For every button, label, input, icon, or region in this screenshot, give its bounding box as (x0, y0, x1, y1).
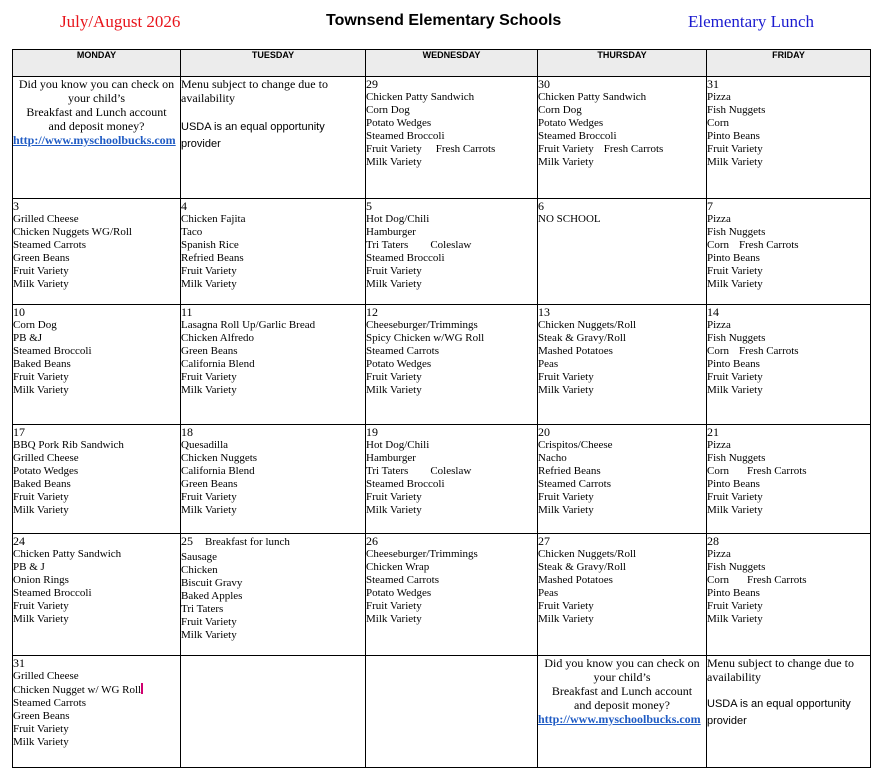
menu-item: Milk Variety (366, 613, 422, 625)
menu-item: Milk Variety (181, 629, 237, 641)
menu-item (707, 345, 870, 358)
menu-item (13, 683, 180, 697)
day-cell (707, 534, 871, 656)
menu-item: Steamed Carrots (13, 697, 87, 709)
weekday-header-row (13, 50, 871, 77)
menu-item: Fruit Variety (181, 371, 237, 383)
day-cell (707, 77, 871, 199)
menu-item-text: Tri Taters (366, 239, 409, 251)
menu-item (366, 143, 537, 156)
menu-item: Fruit Variety (707, 265, 763, 277)
menu-item: Peas (538, 587, 559, 599)
day-number: 4 (181, 199, 187, 213)
day-number: 14 (707, 305, 719, 319)
menu-item: Hamburger (366, 226, 416, 238)
menu-item: Fruit Variety (707, 371, 763, 383)
menu-item: Fish Nuggets (707, 452, 766, 464)
menu-item: Milk Variety (366, 156, 422, 168)
header-thursday: THURSDAY (538, 50, 707, 77)
week-row (13, 305, 871, 425)
day-heading: Breakfast for lunch (205, 536, 290, 548)
menu-item: Sausage (181, 551, 218, 563)
day-number-with-heading (181, 534, 365, 549)
day-cell (181, 305, 366, 425)
header-monday: MONDAY (13, 50, 181, 77)
day-cell (707, 425, 871, 534)
day-number: 7 (707, 199, 713, 213)
menu-item: Chicken Patty Sandwich (366, 91, 475, 103)
deposit-info-cell (13, 77, 181, 199)
day-number: 31 (707, 77, 719, 91)
menu-item: Hot Dog/Chili (366, 439, 430, 451)
menu-item: Refried Beans (181, 252, 244, 264)
empty-cell (366, 656, 538, 768)
myschoolbucks-link[interactable]: http://www.myschoolbucks.com (13, 133, 176, 147)
menu-item: Milk Variety (707, 278, 763, 290)
menu-item: Pinto Beans (707, 587, 760, 599)
day-number: 5 (366, 199, 372, 213)
menu-item: Mashed Potatoes (538, 574, 613, 586)
menu-item (707, 465, 870, 478)
day-cell (13, 534, 181, 656)
menu-item: Milk Variety (538, 384, 594, 396)
menu-item: Potato Wedges (13, 465, 79, 477)
menu-item: Baked Apples (181, 590, 243, 602)
menu-item: Fruit Variety (13, 491, 69, 503)
menu-side-item: Fresh Carrots (739, 239, 799, 251)
day-cell (13, 305, 181, 425)
menu-item: California Blend (181, 358, 255, 370)
menu-item: Fruit Variety (366, 600, 422, 612)
menu-item (538, 143, 706, 156)
menu-item: Steamed Broccoli (13, 345, 92, 357)
menu-item: Green Beans (13, 252, 70, 264)
menu-item: Steamed Broccoli (13, 587, 92, 599)
menu-item (366, 465, 537, 478)
menu-item: Chicken Nuggets/Roll (538, 548, 637, 560)
week-row (13, 534, 871, 656)
usda-note: USDA is an equal opportunity provider (707, 698, 851, 727)
menu-side-item: Fresh Carrots (739, 345, 799, 357)
menu-item (707, 239, 870, 252)
menu-item: Steamed Broccoli (366, 252, 445, 264)
menu-item-text: Corn (707, 345, 729, 357)
menu-item: Steamed Broccoli (366, 130, 445, 142)
menu-item: Fruit Variety (538, 600, 594, 612)
day-number: 13 (538, 305, 550, 319)
menu-item: Onion Rings (13, 574, 69, 586)
day-cell (366, 534, 538, 656)
day-number: 26 (366, 534, 378, 548)
menu-item: Milk Variety (366, 278, 422, 290)
menu-item: Chicken Patty Sandwich (538, 91, 647, 103)
menu-item: Quesadilla (181, 439, 229, 451)
menu-item: Milk Variety (181, 278, 237, 290)
day-number: 10 (13, 305, 25, 319)
day-cell (366, 425, 538, 534)
menu-item: Milk Variety (181, 504, 237, 516)
menu-item: Fruit Variety (366, 265, 422, 277)
menu-item: Milk Variety (707, 613, 763, 625)
menu-item: Milk Variety (538, 613, 594, 625)
menu-item: Chicken Fajita (181, 213, 246, 225)
header-tuesday: TUESDAY (181, 50, 366, 77)
menu-item: Milk Variety (13, 504, 69, 516)
week-row (13, 656, 871, 768)
day-cell (707, 305, 871, 425)
menu-change-cell (707, 656, 871, 768)
menu-item: Taco (181, 226, 203, 238)
week-row (13, 425, 871, 534)
menu-item: Tri Taters (181, 603, 224, 615)
menu-item: Milk Variety (707, 156, 763, 168)
day-number: 11 (181, 305, 193, 319)
menu-item: Mashed Potatoes (538, 345, 613, 357)
menu-item: Peas (538, 358, 559, 370)
day-cell (13, 656, 181, 768)
day-cell (707, 199, 871, 305)
menu-item: Baked Beans (13, 358, 71, 370)
menu-item: Chicken Nuggets/Roll (538, 319, 637, 331)
menu-item: Fish Nuggets (707, 226, 766, 238)
menu-item: Spanish Rice (181, 239, 239, 251)
menu-item: Potato Wedges (538, 117, 604, 129)
day-cell (181, 199, 366, 305)
menu-item: Pizza (707, 213, 731, 225)
day-number: 24 (13, 534, 25, 548)
day-cell (538, 199, 707, 305)
menu-item: Chicken Wrap (366, 561, 430, 573)
day-number: 6 (538, 199, 544, 213)
menu-item: Milk Variety (181, 384, 237, 396)
day-number: 29 (366, 77, 378, 91)
menu-item: Hamburger (366, 452, 416, 464)
day-cell (181, 425, 366, 534)
day-number: 31 (13, 656, 25, 670)
menu-item-text: Corn (707, 574, 729, 586)
text-cursor-marker (141, 683, 143, 694)
deposit-note-line: and deposit money? (574, 698, 670, 712)
menu-item: Milk Variety (366, 384, 422, 396)
menu-item: Green Beans (181, 345, 238, 357)
menu-item: Fruit Variety (181, 265, 237, 277)
menu-item: Steak & Gravy/Roll (538, 561, 626, 573)
menu-item: Fruit Variety (366, 491, 422, 503)
menu-item: Steamed Broccoli (366, 478, 445, 490)
menu-item: Grilled Cheese (13, 670, 79, 682)
menu-item: Milk Variety (13, 613, 69, 625)
menu-item: Pizza (707, 91, 731, 103)
menu-item: California Blend (181, 465, 255, 477)
menu-title: Elementary Lunch (688, 12, 815, 31)
menu-item: Milk Variety (707, 504, 763, 516)
menu-item: Pizza (707, 548, 731, 560)
menu-item: Milk Variety (707, 384, 763, 396)
menu-item: Steamed Carrots (13, 239, 87, 251)
header-friday: FRIDAY (707, 50, 871, 77)
menu-item: Steak & Gravy/Roll (538, 332, 626, 344)
menu-item: BBQ Pork Rib Sandwich (13, 439, 124, 451)
menu-item: Fruit Variety (181, 491, 237, 503)
day-cell (13, 199, 181, 305)
menu-item: Baked Beans (13, 478, 71, 490)
deposit-info-cell (538, 656, 707, 768)
menu-item: Crispitos/Cheese (538, 439, 613, 451)
menu-item: Pinto Beans (707, 358, 760, 370)
day-number: 27 (538, 534, 550, 548)
page-header (0, 0, 883, 46)
menu-item (707, 574, 870, 587)
menu-item: Fruit Variety (707, 491, 763, 503)
menu-item: PB & J (13, 561, 45, 573)
usda-note: USDA is an equal opportunity provider (181, 121, 325, 150)
menu-side-item: Fresh Carrots (747, 465, 807, 477)
menu-item: Fish Nuggets (707, 332, 766, 344)
menu-item: Fruit Variety (181, 616, 237, 628)
menu-side-item: Fresh Carrots (747, 574, 807, 586)
menu-item: Fruit Variety (366, 371, 422, 383)
menu-item-text: Fruit Variety (366, 143, 422, 155)
header-wednesday: WEDNESDAY (366, 50, 538, 77)
menu-item: Pinto Beans (707, 130, 760, 142)
menu-item: PB &J (13, 332, 43, 344)
menu-change-note: Menu subject to change due to availability (707, 656, 854, 684)
menu-change-cell (181, 77, 366, 199)
day-cell (538, 425, 707, 534)
menu-side-item: Fresh Carrots (603, 143, 664, 155)
menu-item (366, 239, 537, 252)
day-number: 12 (366, 305, 378, 319)
menu-item: Corn Dog (13, 319, 57, 331)
menu-item: Chicken Nuggets (181, 452, 258, 464)
empty-cell (181, 656, 366, 768)
deposit-note-line: Breakfast and Lunch account (551, 684, 693, 698)
menu-item: Fruit Variety (707, 143, 763, 155)
no-school-label: NO SCHOOL (538, 213, 601, 225)
menu-item: Fruit Variety (13, 723, 69, 735)
menu-item: Grilled Cheese (13, 213, 79, 225)
menu-item: Potato Wedges (366, 587, 432, 599)
day-number: 30 (538, 77, 550, 91)
day-number: 25 (181, 534, 193, 548)
deposit-note-line: Did you know you can check on your child’s (18, 77, 175, 105)
day-cell (366, 77, 538, 199)
day-number: 28 (707, 534, 719, 548)
day-number: 20 (538, 425, 550, 439)
menu-item: Fruit Variety (13, 371, 69, 383)
menu-item: Milk Variety (538, 156, 594, 168)
day-number: 21 (707, 425, 719, 439)
menu-item: Potato Wedges (366, 117, 432, 129)
menu-item: Refried Beans (538, 465, 601, 477)
menu-item: Milk Variety (538, 504, 594, 516)
school-title: Townsend Elementary Schools (326, 12, 562, 29)
month-title: July/August 2026 (60, 12, 181, 31)
day-cell (366, 199, 538, 305)
deposit-note-line: Breakfast and Lunch account (26, 105, 167, 119)
menu-item: Steamed Carrots (366, 345, 440, 357)
menu-item: Pizza (707, 439, 731, 451)
menu-item: Fruit Variety (13, 600, 69, 612)
menu-item-text: Tri Taters (366, 465, 409, 477)
menu-side-item: Coleslaw (430, 465, 472, 477)
day-cell (366, 305, 538, 425)
menu-item: Chicken Nuggets WG/Roll (13, 226, 132, 238)
menu-side-item: Fresh Carrots (435, 143, 496, 155)
menu-item: Pinto Beans (707, 252, 760, 264)
day-number: 18 (181, 425, 193, 439)
day-number: 19 (366, 425, 378, 439)
menu-item: Biscuit Gravy (181, 577, 243, 589)
day-number: 3 (13, 199, 19, 213)
day-cell (538, 77, 707, 199)
menu-item: Fruit Variety (707, 600, 763, 612)
menu-item-text: Fruit Variety (538, 143, 594, 155)
menu-item: Chicken Patty Sandwich (13, 548, 122, 560)
menu-item: Potato Wedges (366, 358, 432, 370)
menu-item: Nacho (538, 452, 567, 464)
day-cell (13, 425, 181, 534)
menu-item: Lasagna Roll Up/Garlic Bread (181, 319, 316, 331)
menu-item: Fish Nuggets (707, 561, 766, 573)
lunch-calendar (12, 49, 871, 768)
menu-side-item: Coleslaw (430, 239, 472, 251)
menu-item: Green Beans (181, 478, 238, 490)
menu-item: Fish Nuggets (707, 104, 766, 116)
menu-item: Steamed Carrots (366, 574, 440, 586)
menu-item: Pinto Beans (707, 478, 760, 490)
deposit-note-line: Did you know you can check on your child’s (544, 656, 700, 684)
menu-item: Cheeseburger/Trimmings (366, 319, 478, 331)
menu-item-text: Chicken Nugget w/ WG Roll (13, 684, 142, 696)
menu-item: Milk Variety (13, 384, 69, 396)
menu-item: Fruit Variety (538, 371, 594, 383)
menu-item: Cheeseburger/Trimmings (366, 548, 478, 560)
menu-item: Corn Dog (366, 104, 410, 116)
menu-item: Green Beans (13, 710, 70, 722)
menu-item: Fruit Variety (13, 265, 69, 277)
menu-item: Grilled Cheese (13, 452, 79, 464)
menu-item: Fruit Variety (538, 491, 594, 503)
menu-item-text: Corn (707, 239, 729, 251)
week-row (13, 199, 871, 305)
menu-item-text: Corn (707, 465, 729, 477)
menu-item: Spicy Chicken w/WG Roll (366, 332, 485, 344)
menu-item: Corn (707, 117, 729, 129)
menu-item: Steamed Broccoli (538, 130, 617, 142)
deposit-note-line: and deposit money? (48, 119, 145, 133)
menu-item: Pizza (707, 319, 731, 331)
day-cell (538, 305, 707, 425)
menu-item: Corn Dog (538, 104, 582, 116)
day-number: 17 (13, 425, 25, 439)
day-cell (181, 534, 366, 656)
week-row (13, 77, 871, 199)
menu-item: Steamed Carrots (538, 478, 612, 490)
menu-item: Hot Dog/Chili (366, 213, 430, 225)
menu-change-note: Menu subject to change due to availability (181, 77, 328, 105)
menu-item: Milk Variety (366, 504, 422, 516)
menu-item: Chicken (181, 564, 218, 576)
day-cell (538, 534, 707, 656)
menu-item: Milk Variety (13, 278, 69, 290)
myschoolbucks-link[interactable]: http://www.myschoolbucks.com (538, 712, 701, 726)
menu-item: Chicken Alfredo (181, 332, 255, 344)
menu-item: Milk Variety (13, 736, 69, 748)
